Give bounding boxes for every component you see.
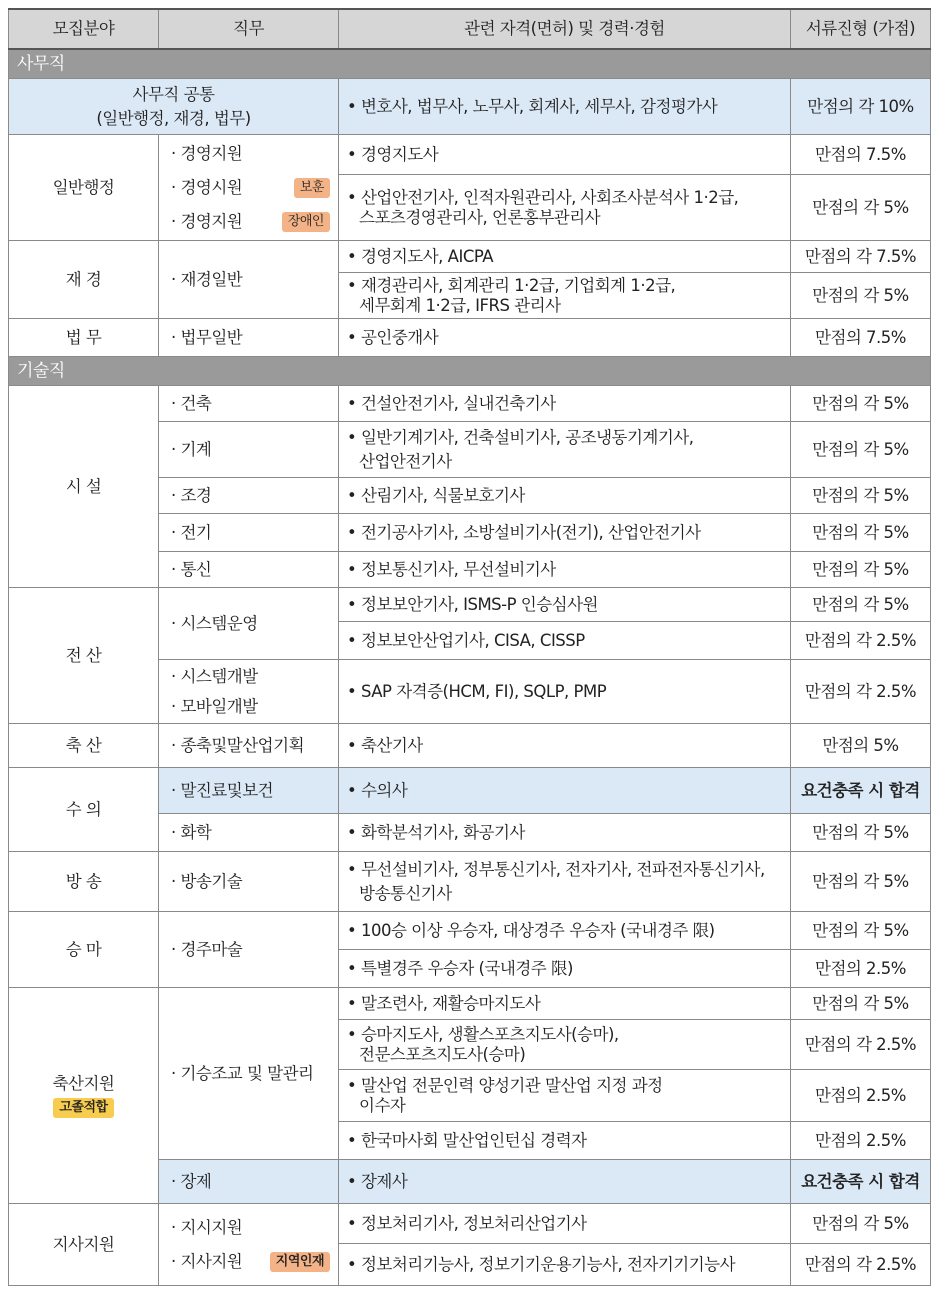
table-row bbox=[9, 768, 931, 814]
table-header-row bbox=[9, 9, 931, 49]
qual-cell: • 변호사, 법무사, 노무사, 회계사, 세무사, 감정평가사 bbox=[339, 79, 791, 135]
score-cell: 만점의 2.5% bbox=[791, 950, 931, 988]
score-cell: 만점의 각 2.5% bbox=[791, 622, 931, 660]
score-cell: 만점의 각 5% bbox=[791, 552, 931, 588]
job-cell bbox=[159, 135, 339, 241]
score-cell: 만점의 각 2.5% bbox=[791, 660, 931, 724]
score-cell: 만점의 각 5% bbox=[791, 1204, 931, 1244]
score-cell: 만점의 각 5% bbox=[791, 422, 931, 478]
header-qualification: 관련 자격(면허) 및 경력·경험 bbox=[339, 9, 791, 49]
badge-highschool: 고졸적합 bbox=[53, 1098, 113, 1118]
job-finance: · 재경일반 bbox=[159, 241, 339, 319]
job-facility: · 조경 bbox=[159, 478, 339, 514]
field-vet: 수 의 bbox=[9, 768, 159, 852]
qual-cell: • 재경관리사, 회계관리 1·2급, 기업회계 1·2급, 세무회계 1·2급, IFRS 관리사 bbox=[339, 273, 791, 319]
score-cell: 만점의 각 5% bbox=[791, 814, 931, 852]
table-row bbox=[9, 135, 931, 175]
job-broadcast: · 방송기술 bbox=[159, 852, 339, 912]
qual-cell: • 전기공사기사, 소방설비기사(전기), 산업안전기사 bbox=[339, 514, 791, 552]
score-cell: 만점의 각 5% bbox=[791, 514, 931, 552]
qual-cell: • 경영지도사, AICPA bbox=[339, 241, 791, 273]
score-cell: 요건충족 시 합격 bbox=[791, 1160, 931, 1204]
qual-cell: • 수의사 bbox=[339, 768, 791, 814]
score-cell: 만점의 각 5% bbox=[791, 912, 931, 950]
field-branch: 지사지원 bbox=[9, 1204, 159, 1286]
table-row bbox=[9, 241, 931, 273]
table-row bbox=[9, 386, 931, 422]
field-facility: 시 설 bbox=[9, 386, 159, 588]
field-racing: 승 마 bbox=[9, 912, 159, 988]
field-legal: 법 무 bbox=[9, 319, 159, 357]
job-facility: · 건축 bbox=[159, 386, 339, 422]
score-cell: 만점의 각 5% bbox=[791, 852, 931, 912]
qual-cell: • 건설안전기사, 실내건축기사 bbox=[339, 386, 791, 422]
table-row bbox=[9, 319, 931, 357]
qual-cell: • 정보보안기사, ISMS-P 인승심사원 bbox=[339, 588, 791, 622]
field-admin: 일반행정 bbox=[9, 135, 159, 241]
qual-cell: • SAP 자격증(HCM, FI), SQLP, PMP bbox=[339, 660, 791, 724]
table-row bbox=[9, 912, 931, 950]
qual-cell: • 정보보안산업기사, CISA, CISSP bbox=[339, 622, 791, 660]
job-admin-1: · 경영지원 bbox=[171, 143, 243, 163]
score-cell: 만점의 각 5% bbox=[791, 386, 931, 422]
qual-cell: • 말산업 전문인력 양성기관 말산업 지정 과정 이수자 bbox=[339, 1070, 791, 1122]
field-support: 축산지원 bbox=[52, 1073, 115, 1093]
qual-cell: • 말조련사, 재활승마지도사 bbox=[339, 988, 791, 1020]
job-it-dev: · 시스템개발 bbox=[171, 666, 258, 686]
qual-cell: • 장제사 bbox=[339, 1160, 791, 1204]
score-cell: 만점의 각 7.5% bbox=[791, 241, 931, 273]
score-cell: 만점의 각 5% bbox=[791, 478, 931, 514]
score-cell: 만점의 각 2.5% bbox=[791, 1244, 931, 1286]
job-support: · 기승조교 및 말관리 bbox=[159, 988, 339, 1160]
job-branch-2: · 지사지원 bbox=[171, 1251, 243, 1271]
job-livestock: · 종축및말산업기획 bbox=[159, 724, 339, 768]
table-row bbox=[9, 988, 931, 1020]
qual-cell: • 정보처리기능사, 정보기기운용기능사, 전자기기기능사 bbox=[339, 1244, 791, 1286]
job-it-mobile: · 모바일개발 bbox=[171, 696, 258, 716]
qual-cell: • 산림기사, 식물보호기사 bbox=[339, 478, 791, 514]
qual-cell: • 산업안전기사, 인적자원관리사, 사회조사분석사 1·2급, 스포츠경영관리사, 언론홍부관리사 bbox=[339, 175, 791, 241]
table-row bbox=[9, 79, 931, 135]
field-livestock: 축 산 bbox=[9, 724, 159, 768]
header-field: 모집분야 bbox=[9, 9, 159, 49]
field-finance: 재 경 bbox=[9, 241, 159, 319]
score-cell: 만점의 각 10% bbox=[791, 79, 931, 135]
qual-cell: • 공인중개사 bbox=[339, 319, 791, 357]
score-cell: 요건충족 시 합격 bbox=[791, 768, 931, 814]
badge-disabled: 장애인 bbox=[282, 212, 330, 232]
table-row bbox=[9, 588, 931, 622]
job-horseshoe: · 장제 bbox=[159, 1160, 339, 1204]
job-branch-1: · 지시지원 bbox=[171, 1217, 243, 1237]
job-facility: · 기계 bbox=[159, 422, 339, 478]
qual-cell: • 승마지도사, 생활스포츠지도사(승마), 전문스포츠지도사(승마) bbox=[339, 1020, 791, 1070]
qual-cell: • 일반기계기사, 건축설비기사, 공조냉동기계기사, 산업안전기사 bbox=[339, 422, 791, 478]
section-tech: 기술직 bbox=[9, 357, 931, 386]
job-vet: · 화학 bbox=[159, 814, 339, 852]
qual-cell: • 한국마사회 말산업인턴십 경력자 bbox=[339, 1122, 791, 1160]
score-cell: 만점의 각 5% bbox=[791, 175, 931, 241]
score-cell: 만점의 5% bbox=[791, 724, 931, 768]
section-row bbox=[9, 357, 931, 386]
score-cell: 만점의 7.5% bbox=[791, 135, 931, 175]
qual-cell: • 정보통신기사, 무선설비기사 bbox=[339, 552, 791, 588]
job-racing: · 경주마술 bbox=[159, 912, 339, 988]
job-admin-3: · 경영지원 bbox=[171, 211, 243, 231]
table-row bbox=[9, 724, 931, 768]
header-score: 서류진형 (가점) bbox=[791, 9, 931, 49]
job-it: · 시스템운영 bbox=[159, 588, 339, 660]
field-support-cell bbox=[9, 988, 159, 1204]
score-cell: 만점의 7.5% bbox=[791, 319, 931, 357]
job-cell bbox=[159, 1204, 339, 1286]
table-row bbox=[9, 852, 931, 912]
score-cell: 만점의 2.5% bbox=[791, 1122, 931, 1160]
qual-cell: • 축산기사 bbox=[339, 724, 791, 768]
score-cell: 만점의 각 5% bbox=[791, 988, 931, 1020]
score-cell: 만점의 각 5% bbox=[791, 588, 931, 622]
score-cell: 만점의 2.5% bbox=[791, 1070, 931, 1122]
qualification-table bbox=[8, 8, 931, 1286]
field-common-sub: (일반행정, 재경, 법무) bbox=[96, 108, 251, 128]
qual-cell: • 정보처리기사, 정보처리산업기사 bbox=[339, 1204, 791, 1244]
job-legal: · 법무일반 bbox=[159, 319, 339, 357]
qual-cell: • 특별경주 우승자 (국내경주 限) bbox=[339, 950, 791, 988]
table-row bbox=[9, 1204, 931, 1244]
field-cell bbox=[9, 79, 339, 135]
header-job: 직무 bbox=[159, 9, 339, 49]
badge-regional: 지역인재 bbox=[270, 1252, 330, 1272]
field-broadcast: 방 송 bbox=[9, 852, 159, 912]
score-cell: 만점의 각 5% bbox=[791, 273, 931, 319]
score-cell: 만점의 각 2.5% bbox=[791, 1020, 931, 1070]
field-common: 사무직 공통 bbox=[132, 84, 215, 104]
section-row bbox=[9, 49, 931, 79]
qual-cell: • 경영지도사 bbox=[339, 135, 791, 175]
job-facility: · 전기 bbox=[159, 514, 339, 552]
qual-cell: • 화학분석기사, 화공기사 bbox=[339, 814, 791, 852]
section-office: 사무직 bbox=[9, 49, 931, 79]
job-cell bbox=[159, 660, 339, 724]
qual-cell: • 무선설비기사, 정부통신기사, 전자기사, 전파전자통신기사, 방송통신기사 bbox=[339, 852, 791, 912]
field-it: 전 산 bbox=[9, 588, 159, 724]
qual-cell: • 100승 이상 우승자, 대상경주 우승자 (국내경주 限) bbox=[339, 912, 791, 950]
badge-bohun: 보훈 bbox=[294, 178, 330, 198]
job-admin-2: · 경영시원 bbox=[171, 177, 243, 197]
job-facility: · 통신 bbox=[159, 552, 339, 588]
job-vet: · 말진료및보건 bbox=[159, 768, 339, 814]
